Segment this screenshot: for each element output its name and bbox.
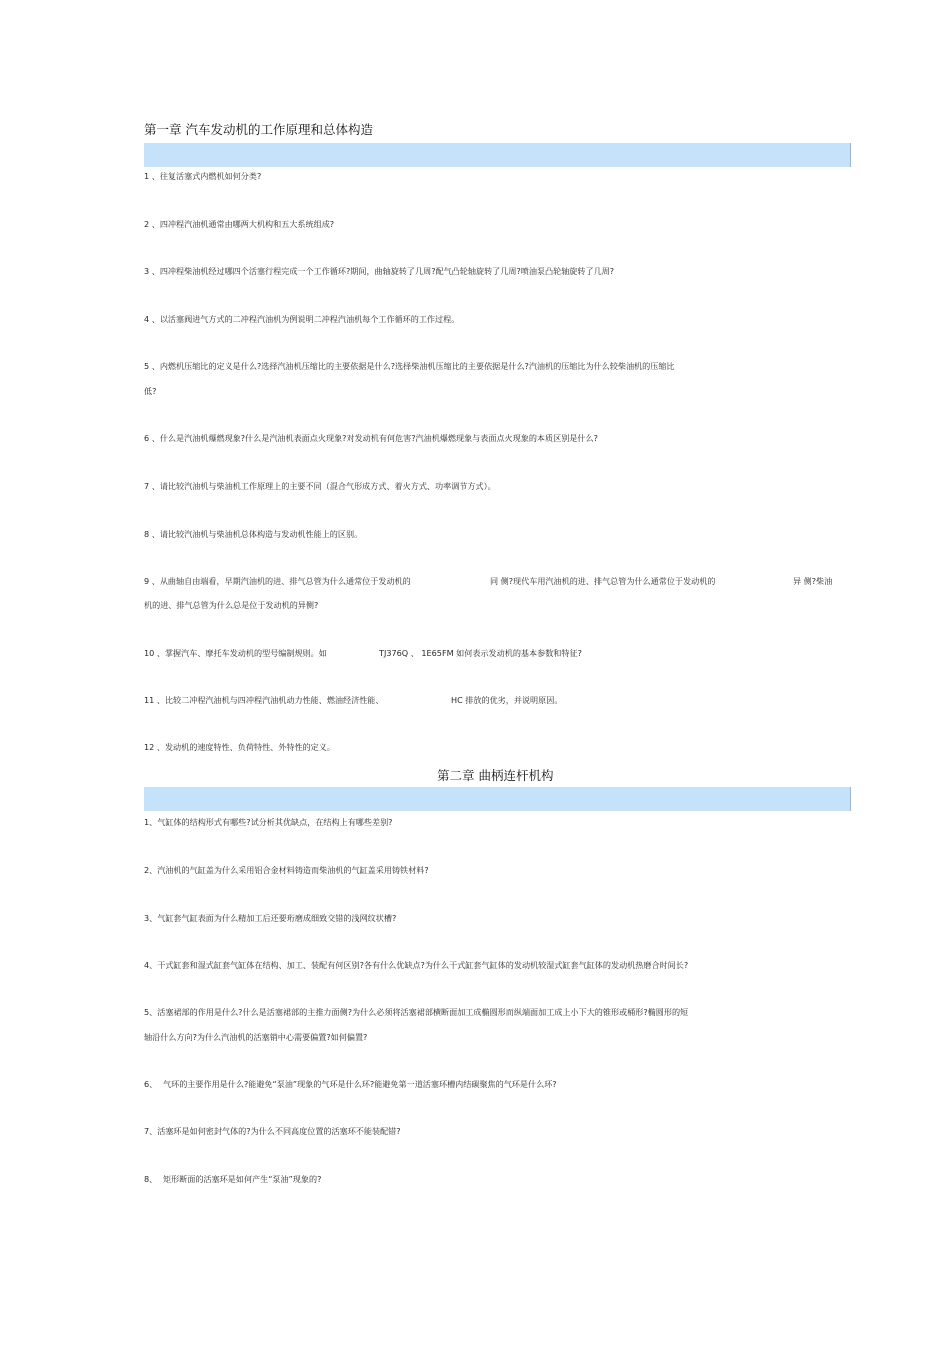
- ch2-question-6-number: 6、: [144, 1079, 158, 1089]
- chapter1-title: 第一章 汽车发动机的工作原理和总体构造: [144, 122, 373, 137]
- ch1-question-5-line2: 低?: [144, 386, 157, 396]
- ch1-question-9-part1: 9 、从曲轴自由端看，早期汽油机的进、排气总管为什么通常位于发动机的: [144, 576, 411, 586]
- ch1-question-2: 2 、四冲程汽油机通常由哪两大机构和五大系统组成?: [144, 219, 335, 229]
- ch2-question-2: 2、汽油机的气缸盖为什么采用铝合金材料铸造而柴油机的气缸盖采用铸铁材料?: [144, 865, 429, 875]
- ch2-question-8-number: 8、: [144, 1174, 158, 1184]
- chapter2-title: 第二章 曲柄连杆机构: [437, 768, 554, 783]
- ch2-question-6-text: 气环的主要作用是什么?能避免“泵油”现象的气环是什么环?能避免第一道活塞环槽内结碳聚焦的气环是什么环?: [163, 1079, 557, 1089]
- ch1-question-11-part2: HC 排放的优劣，并说明原因。: [451, 695, 563, 705]
- ch2-question-1: 1、气缸体的结构形式有哪些?试分析其优缺点，在结构上有哪些差别?: [144, 817, 393, 827]
- ch1-question-1: 1 、往复活塞式内燃机如何分类?: [144, 171, 262, 181]
- ch1-question-6: 6 、什么是汽油机爆燃现象?什么是汽油机表面点火现象?对发动机有何危害?汽油机爆燃现象与表面点火现象的本质区别是什么?: [144, 433, 598, 443]
- ch1-question-5-line1: 5 、内燃机压缩比的定义是什么?选择汽油机压缩比的主要依据是什么?选择柴油机压缩比的主要依据是什么?汽油机的压缩比为什么较柴油机的压缩比: [144, 361, 675, 371]
- ch2-question-4: 4、干式缸套和湿式缸套气缸体在结构、加工、装配有何区别?各有什么优缺点?为什么干式缸套气缸体的发动机较湿式缸套气缸体的发动机热磨合时间长?: [144, 960, 689, 970]
- chapter2-header-band: [144, 787, 851, 811]
- ch1-question-3: 3 、四冲程柴油机经过哪四个活塞行程完成一个工作循环?期间，曲轴旋转了几周?配气凸轮轴旋转了几周?喷油泵凸轮轴旋转了几周?: [144, 266, 615, 276]
- ch2-question-3: 3、气缸套气缸表面为什么精加工后还要珩磨成细致交错的浅网纹状槽?: [144, 913, 397, 923]
- chapter1-header-band: [144, 143, 851, 167]
- ch1-question-9-part2: 同 侧?现代车用汽油机的进、排气总管为什么通常位于发动机的: [490, 576, 716, 586]
- ch1-question-11-part1: 11 、比较二冲程汽油机与四冲程汽油机动力性能、燃油经济性能、: [144, 695, 384, 705]
- ch1-question-9-part3: 异 侧?柴油: [793, 576, 833, 586]
- ch1-question-10-part2: TJ376Q 、 1E65FM 如何表示发动机的基本参数和特征?: [379, 648, 582, 658]
- ch1-question-12: 12 、发动机的速度特性、负荷特性、外特性的定义。: [144, 742, 335, 752]
- ch1-question-4: 4 、以活塞阀进气方式的二冲程汽油机为例说明二冲程汽油机每个工作循环的工作过程。: [144, 314, 460, 324]
- ch2-question-8-text: 矩形断面的活塞环是如何产生“泵油”现象的?: [163, 1174, 322, 1184]
- ch1-question-8: 8 、请比较汽油机与柴油机总体构造与发动机性能上的区别。: [144, 529, 363, 539]
- ch2-question-7: 7、活塞环是如何密封气体的?为什么不同高度位置的活塞环不能装配错?: [144, 1126, 401, 1136]
- ch1-question-10-part1: 10 、掌握汽车、摩托车发动机的型号编制规则。如: [144, 648, 327, 658]
- ch1-question-9-line2: 机的进、排气总管为什么总是位于发动机的异侧?: [144, 600, 319, 610]
- ch2-question-5-line1: 5、活塞裙部的作用是什么?什么是活塞裙部的主推力面侧?为什么必须将活塞裙部横断面加工成椭圆形而纵端面加工成上小下大的锥形或桶形?椭圆形的短: [144, 1007, 689, 1017]
- ch2-question-5-line2: 轴沿什么方向?为什么汽油机的活塞销中心需要偏置?如何偏置?: [144, 1032, 368, 1042]
- ch1-question-7: 7 、请比较汽油机与柴油机工作原理上的主要不同（混合气形成方式、着火方式、功率调节方式）。: [144, 481, 496, 491]
